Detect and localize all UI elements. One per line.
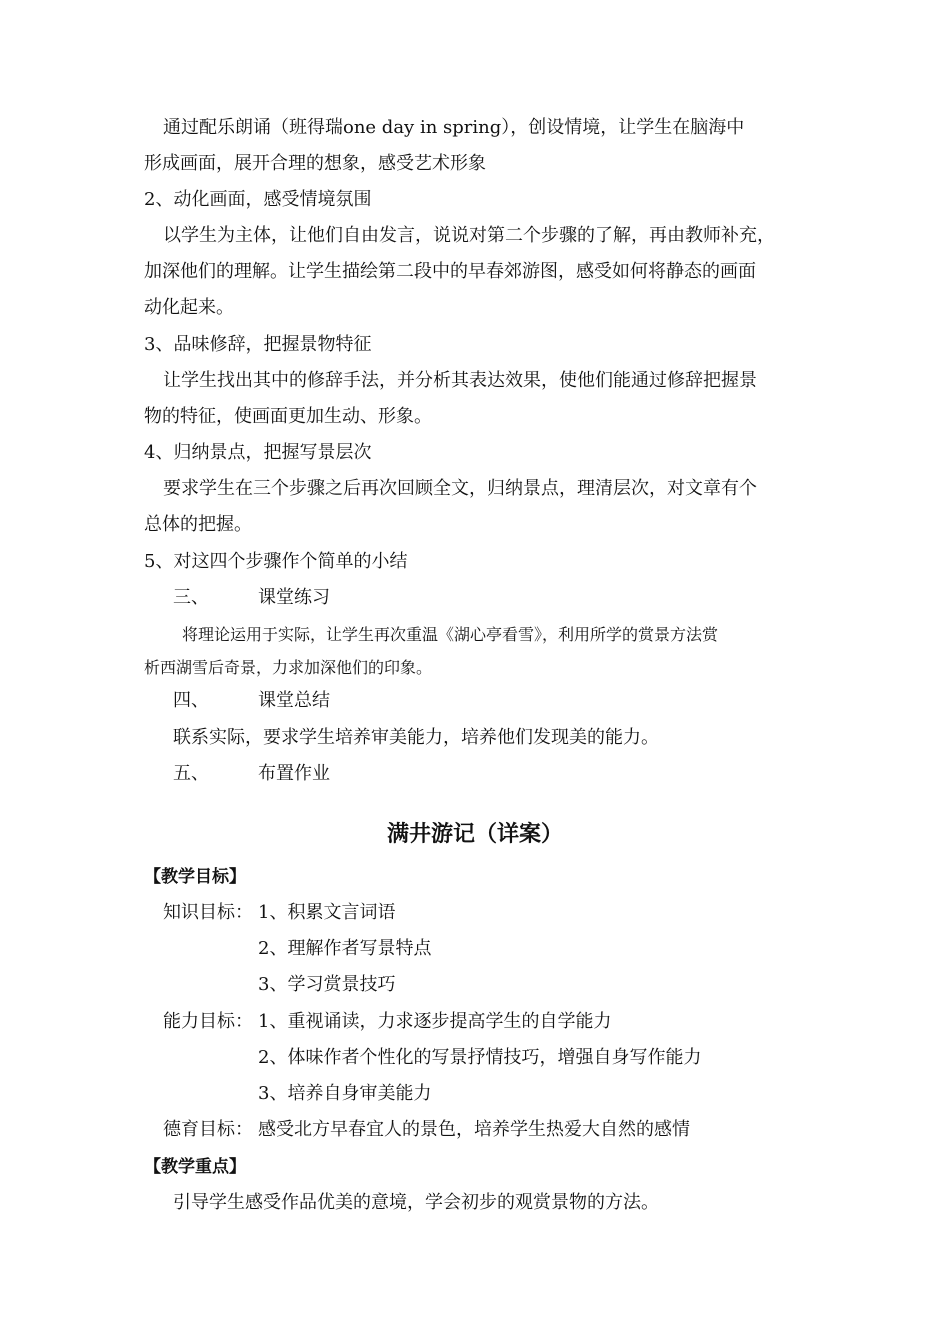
section-number: 四、 <box>173 690 209 711</box>
section-title: 课堂总结 <box>258 690 330 711</box>
paragraph-line: 析西湖雪后奇景，力求加深他们的印象。 <box>144 658 433 677</box>
key-points-heading: 【教学重点】 <box>144 1157 246 1177</box>
section-title: 课堂练习 <box>258 587 330 608</box>
goals-heading: 【教学目标】 <box>144 867 246 887</box>
step-heading: 4、归纳景点，把握写景层次 <box>144 442 372 463</box>
paragraph-line: 物的特征，使画面更加生动、形象。 <box>144 406 432 427</box>
goal-item: 3、学习赏景技巧 <box>258 974 396 995</box>
paragraph-line: 将理论运用于实际，让学生再次重温《湖心亭看雪》，利用所学的赏景方法赏 <box>182 625 719 644</box>
goal-label: 德育目标： <box>163 1119 253 1140</box>
section-number: 三、 <box>173 587 209 608</box>
paragraph-line: 以学生为主体，让他们自由发言，说说对第二个步骤的了解，再由教师补充， <box>163 225 775 246</box>
goal-label: 能力目标： <box>163 1011 253 1032</box>
goal-item: 1、积累文言词语 <box>258 902 396 923</box>
goal-label: 知识目标： <box>163 902 253 923</box>
step-heading: 2、动化画面，感受情境氛围 <box>144 189 372 210</box>
goal-item: 感受北方早春宜人的景色，培养学生热爱大自然的感情 <box>258 1119 690 1140</box>
section-title: 布置作业 <box>258 763 330 784</box>
paragraph-line: 形成画面，展开合理的想象，感受艺术形象 <box>144 153 486 174</box>
paragraph-line: 让学生找出其中的修辞手法，并分析其表达效果，使他们能通过修辞把握景 <box>163 370 757 391</box>
goal-item: 2、体味作者个性化的写景抒情技巧，增强自身写作能力 <box>258 1047 702 1068</box>
paragraph-line: 引导学生感受作品优美的意境，学会初步的观赏景物的方法。 <box>173 1192 659 1213</box>
lesson-title: 满井游记（详案） <box>386 822 563 847</box>
goal-item: 3、培养自身审美能力 <box>258 1083 432 1104</box>
paragraph-line: 总体的把握。 <box>144 514 252 535</box>
goal-item: 1、重视诵读，力求逐步提高学生的自学能力 <box>258 1011 612 1032</box>
step-heading: 3、品味修辞，把握景物特征 <box>144 334 372 355</box>
paragraph-line: 动化起来。 <box>144 297 234 318</box>
paragraph-line: 加深他们的理解。让学生描绘第二段中的早春郊游图，感受如何将静态的画面 <box>144 261 756 282</box>
section-number: 五、 <box>173 763 209 784</box>
goal-item: 2、理解作者写景特点 <box>258 938 432 959</box>
step-heading: 5、对这四个步骤作个简单的小结 <box>144 551 408 572</box>
paragraph-line: 联系实际，要求学生培养审美能力，培养他们发现美的能力。 <box>173 727 659 748</box>
paragraph-line: 要求学生在三个步骤之后再次回顾全文，归纳景点，理清层次，对文章有个 <box>163 478 757 499</box>
paragraph-line: 通过配乐朗诵（班得瑞one day in spring），创设情境，让学生在脑海中 <box>163 117 745 138</box>
